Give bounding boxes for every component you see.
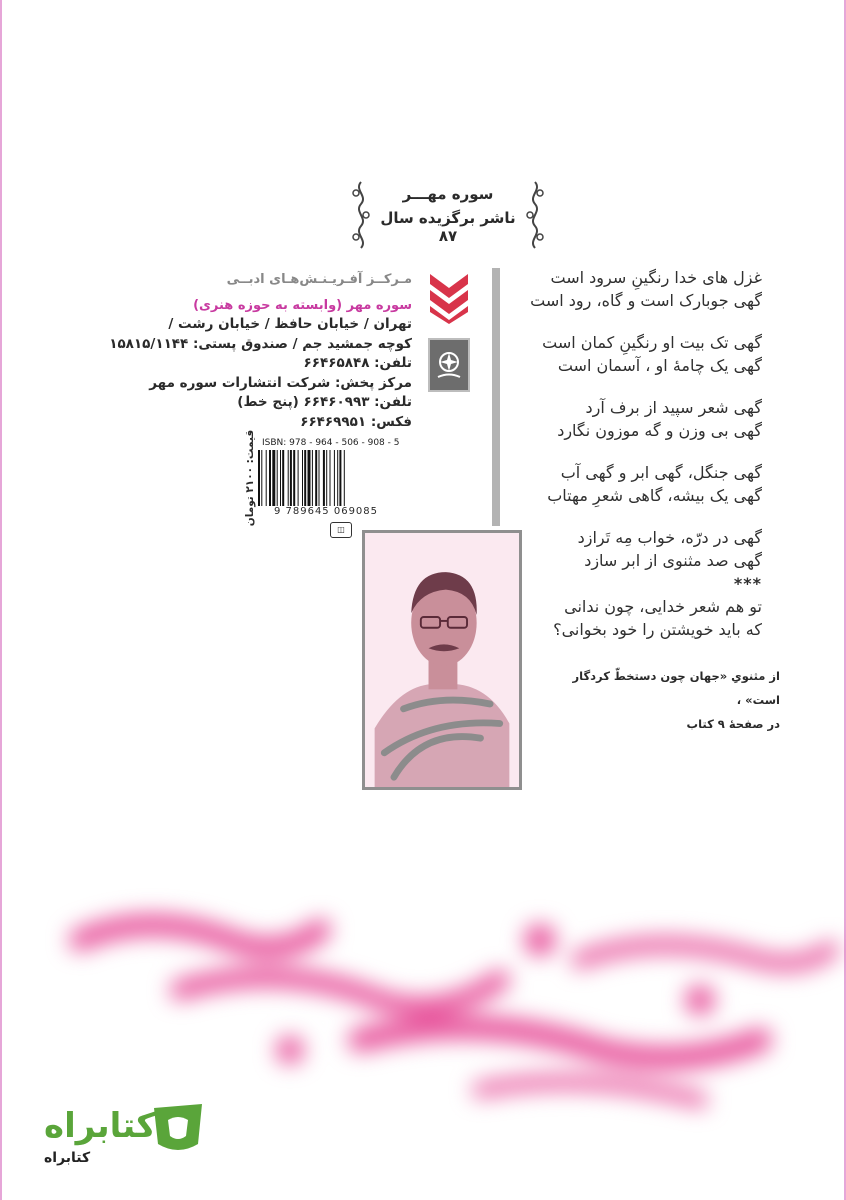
source-line-2: در صفحهٔ ۹ کتاب — [686, 717, 780, 731]
barcode-bar — [298, 450, 299, 506]
barcode-bar — [280, 450, 281, 506]
poem-final-line: که باید خویشتن را خود بخوانی؟ — [553, 620, 762, 639]
barcode-bar — [302, 450, 303, 506]
poem-final-line: تو هم شعر خدایی، چون ندانی — [564, 597, 762, 616]
barcode-bar — [312, 450, 313, 506]
barcode-bar — [344, 450, 345, 506]
poem-line: گهی یک چامهٔ او ، آسمان است — [557, 356, 762, 375]
barcode-bar — [269, 450, 271, 506]
poem-source — [540, 664, 780, 736]
poem-line: گهی تک بیت او رنگینِ کمان است — [542, 333, 762, 352]
poem-stanza — [462, 266, 762, 312]
watermark-text: کتابراه — [44, 1106, 157, 1146]
left-edge-line — [0, 0, 2, 1200]
barcode-bar — [334, 450, 335, 506]
publisher-affiliation: سوره مهر (وابسته به حوزه هنری) — [193, 297, 412, 313]
blurred-calligraphy — [60, 900, 840, 1120]
barcode-bar — [282, 450, 284, 506]
source-line-1: از مثنویِ «جهان چون دستخطّ کردگار است» ، — [572, 669, 780, 707]
address-line-1: تهران / خیابان حافظ / خیابان رشت / — [168, 316, 412, 332]
ketabrah-logo-icon — [150, 1100, 206, 1156]
barcode-bar — [272, 450, 275, 506]
barcode-bar — [293, 450, 295, 506]
barcode-bar — [319, 450, 320, 506]
poem-line: گهی شعر سپید از برف آرد — [585, 398, 762, 417]
ketabrah-watermark — [38, 1092, 218, 1184]
poem-line: گهی جنگل، گهی ابر و گهی آب — [560, 463, 762, 482]
distribution-phone-line: تلفن: ۶۶۴۶۰۹۹۳ (پنج خط) — [237, 394, 412, 410]
barcode-bar — [339, 450, 341, 506]
poem-stanza — [462, 331, 762, 377]
barcode-bar — [258, 450, 260, 506]
price-box — [234, 429, 257, 527]
fax-line: فکس: ۶۶۴۶۹۹۵۱ — [300, 413, 412, 430]
barcode-bar — [326, 450, 327, 506]
poem-line: غزل های خدا رنگینِ سرود است — [550, 268, 762, 287]
poem-line: گهی بی وزن و گه موزون نگارد — [557, 421, 762, 440]
barcode-bar — [337, 450, 338, 506]
poem-line: گهی یک بیشه، گاهی شعرِ مهتاب — [547, 486, 762, 505]
poem-stanza — [462, 396, 762, 442]
poem-separator: *** — [733, 574, 762, 593]
barcode-bar — [261, 450, 262, 506]
ornament-left-icon — [350, 180, 372, 250]
ornament-right-icon — [524, 180, 546, 250]
barcode-bar — [277, 450, 278, 506]
publisher-info — [109, 270, 412, 432]
barcode — [252, 438, 412, 520]
literary-center-name: مـرکــز آفـریـنـش‌هـای ادبــی — [226, 272, 412, 287]
barcode-bar — [308, 450, 311, 506]
portrait-image — [365, 533, 519, 787]
barcode-bar — [330, 450, 331, 506]
age-group-icon: ◫ — [330, 522, 352, 538]
barcode-bars — [256, 450, 396, 506]
watermark-text-small: کتابراه — [44, 1150, 91, 1166]
publisher-header — [350, 176, 546, 254]
distribution-line: مرکز پخش: شرکت انتشارات سوره مهر — [149, 374, 412, 391]
barcode-bar — [323, 450, 325, 506]
phone-line: تلفن: ۶۶۴۶۵۸۴۸ — [303, 355, 412, 371]
poem-line: گهی در درّه، خواب مِه تَرازد — [577, 528, 762, 547]
address-line-2: کوچه جمشید جم / صندوق پستی: ۱۵۸۱۵/۱۱۴۴ — [109, 335, 412, 352]
barcode-bar — [288, 450, 289, 506]
barcode-bar — [266, 450, 267, 506]
barcode-bar — [304, 450, 306, 506]
poem-stanza — [462, 461, 762, 507]
publisher-award: ناشر برگزیده سال ۸۷ — [380, 209, 516, 245]
barcode-digits: 9 789645 069085 — [273, 506, 379, 517]
author-portrait — [362, 530, 522, 790]
isbn-text: ISBN: 978 - 964 - 506 - 908 - 5 — [262, 438, 400, 448]
poem-line: گهی جوبارک است و گاه، رود است — [530, 291, 762, 310]
poem-line: گهی صد مثنوی از ابر سازد — [584, 551, 762, 570]
publisher-name: سوره‌ مهـــر — [402, 185, 494, 203]
price-label: قیمت: ۲۱۰۰ تومان — [244, 429, 257, 527]
barcode-bar — [290, 450, 292, 506]
barcode-bar — [315, 450, 317, 506]
